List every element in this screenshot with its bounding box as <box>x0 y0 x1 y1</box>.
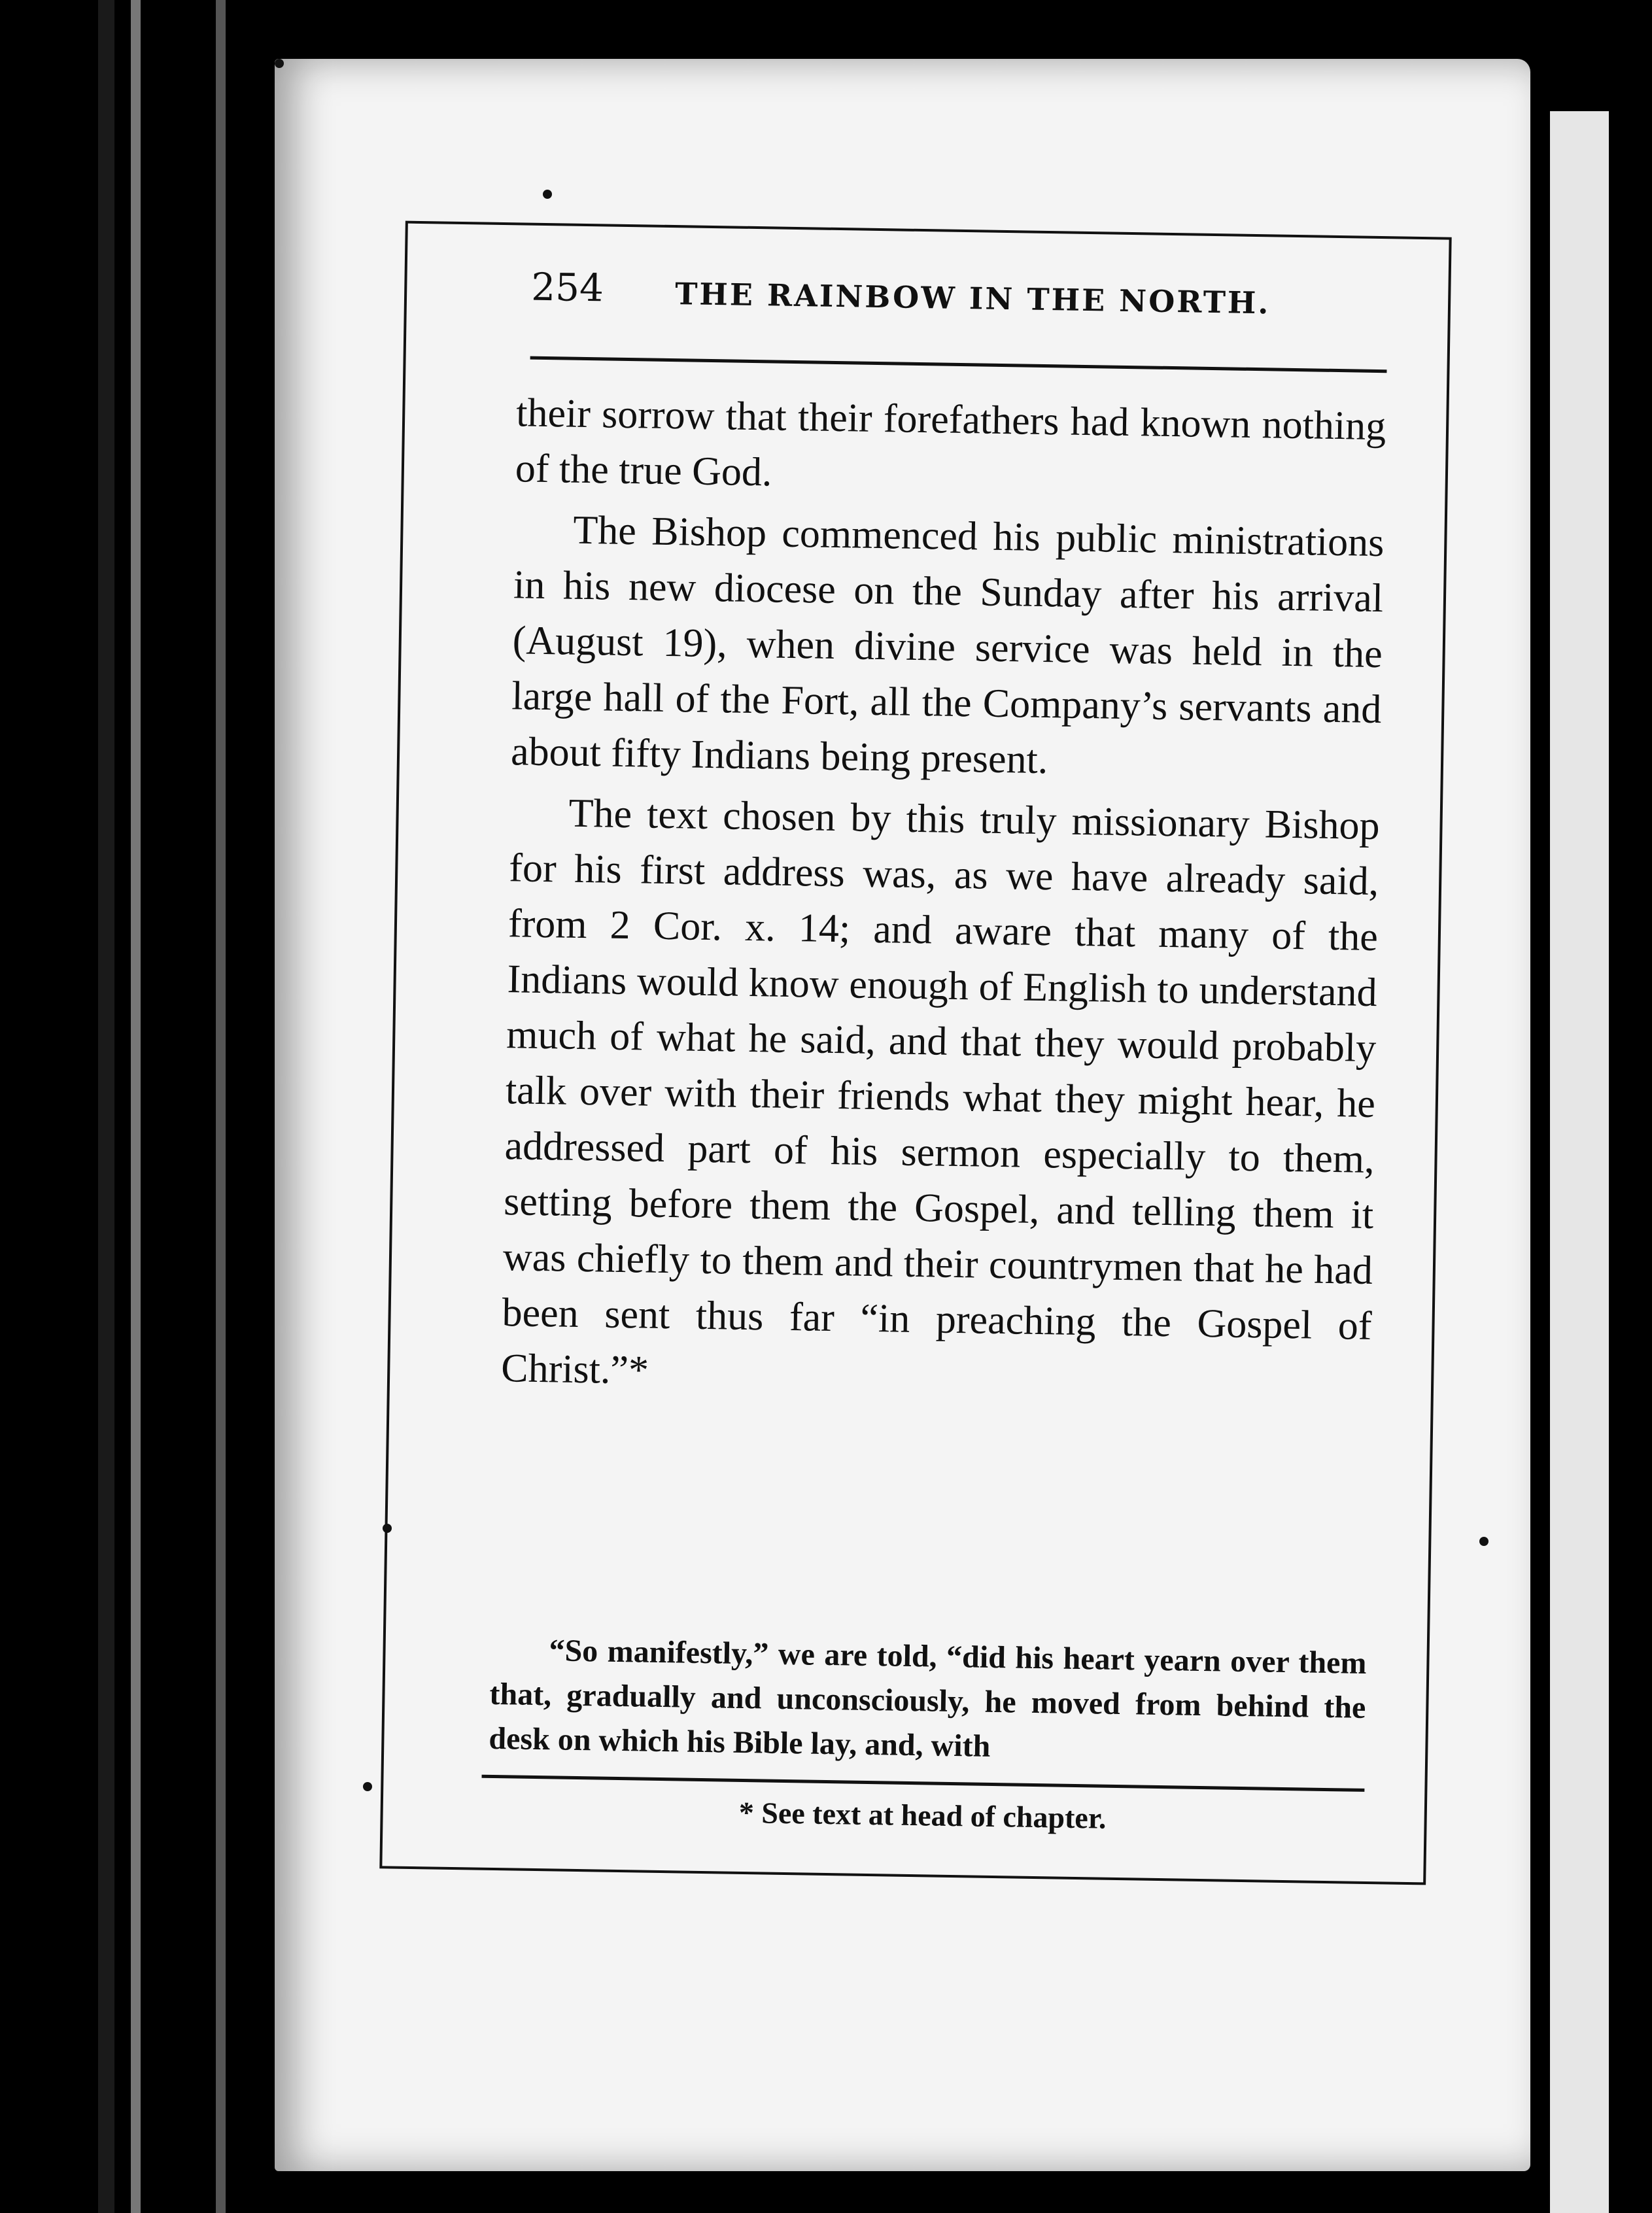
paragraph: The Bishop commenced his public ministrations in his new diocese on the Sunday after his arrival (August 19), when divine service was held in the large hall of the Fort, all the Company’s servants and about fifty Indians being present. <box>510 507 1385 783</box>
note-paragraph: “So manifestly,” we are told, “did his heart yearn over them that, gradually and unconsciously, he moved from behind the desk on which his Bible lay, and, with <box>489 1633 1367 1764</box>
book-binding-left <box>0 0 288 2213</box>
paragraph: their sorrow that their forefathers had known nothing of the true God. <box>515 390 1386 495</box>
margin-dot <box>1479 1537 1489 1546</box>
margin-dot <box>383 1524 392 1533</box>
facing-page-edge <box>1530 111 1609 2213</box>
body-text <box>501 385 1386 1415</box>
scan-speck <box>275 59 284 68</box>
footnote-rule <box>482 1775 1365 1792</box>
margin-dot <box>543 190 552 199</box>
footnote: * See text at head of chapter. <box>738 1795 1107 1835</box>
margin-dot <box>363 1782 372 1791</box>
page-number: 254 <box>530 264 604 311</box>
running-title: THE RAINBOW IN THE NORTH. <box>674 276 1271 321</box>
paragraph: The text chosen by this truly missionary Bishop for his first address was, as we have already said, from 2 Cor. x. 14; and aware that many of the Indians would know enough of English to understand much of what he said, and that they would probably talk over with their friends what they might hear, he addressed part of his sermon especially to them, setting before them the Gospel, and telling them it was chiefly to them and their countrymen that he had been sent thus far “in preaching the Gospel of Christ.”* <box>500 791 1381 1393</box>
page-frame <box>379 221 1451 1885</box>
header-rule <box>530 356 1387 373</box>
page-header <box>530 265 1402 351</box>
